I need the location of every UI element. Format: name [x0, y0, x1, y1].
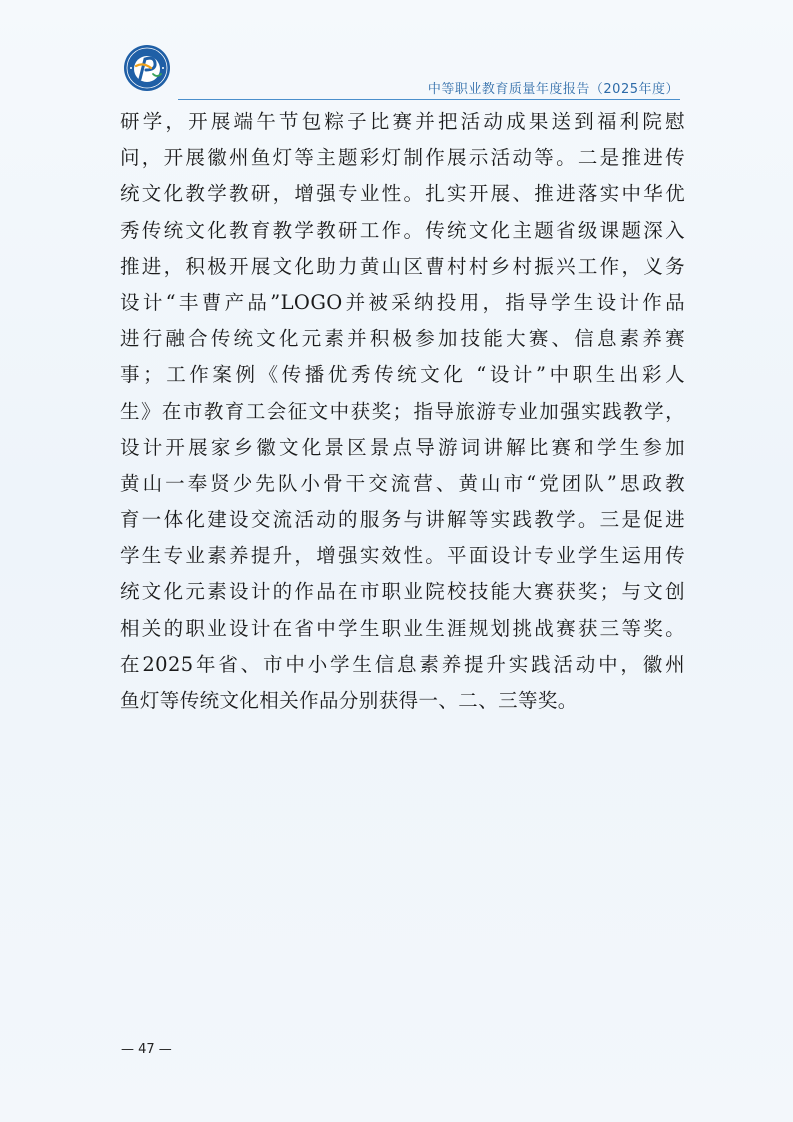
text-line: 研学，开展端午节包粽子比赛并把活动成果送到福利院慰 [120, 110, 685, 133]
text-line: 在2025年省、市中小学生信息素养提升实践活动中，徽州 [120, 652, 685, 676]
text-line: 问，开展徽州鱼灯等主题彩灯制作展示活动等。二是推进传 [120, 146, 685, 170]
school-logo-icon [121, 44, 173, 92]
page-header [0, 0, 793, 110]
text-line: 统文化元素设计的作品在市职业院校技能大赛获奖；与文创 [120, 580, 685, 604]
text-line: 进行融合传统文化元素并积极参加技能大赛、信息素养赛 [120, 327, 685, 351]
page-number: — 47 — [121, 1042, 172, 1057]
text-line: 推进，积极开展文化助力黄山区曹村村乡村振兴工作，义务 [120, 254, 685, 278]
body-text [120, 104, 685, 719]
text-line: 鱼灯等传统文化相关作品分别获得一、二、三等奖。 [120, 689, 578, 712]
text-line: 设计开展家乡徽文化景区景点导游词讲解比赛和学生参加 [120, 435, 685, 459]
header-divider [178, 99, 680, 100]
text-line: 学生专业素养提升，增强实效性。平面设计专业学生运用传 [120, 544, 685, 568]
text-line: 事；工作案例《传播优秀传统文化 “设计”中职生出彩人 [120, 363, 685, 387]
text-line: 相关的职业设计在省中学生职业生涯规划挑战赛获三等奖。 [120, 616, 685, 640]
text-line: 生》在市教育工会征文中获奖；指导旅游专业加强实践教学， [120, 399, 685, 423]
text-line: 秀传统文化教育教学教研工作。传统文化主题省级课题深入 [120, 218, 685, 242]
report-title: 中等职业教育质量年度报告（2025年度） [427, 82, 679, 97]
text-line: 黄山一奉贤少先队小骨干交流营、黄山市“党团队”思政教 [120, 471, 685, 495]
text-line: 设计“丰曹产品”LOGO并被采纳投用，指导学生设计作品 [120, 290, 685, 314]
text-line: 育一体化建设交流活动的服务与讲解等实践教学。三是促进 [120, 508, 685, 532]
text-line: 统文化教学教研，增强专业性。扎实开展、推进落实中华优 [120, 182, 685, 206]
